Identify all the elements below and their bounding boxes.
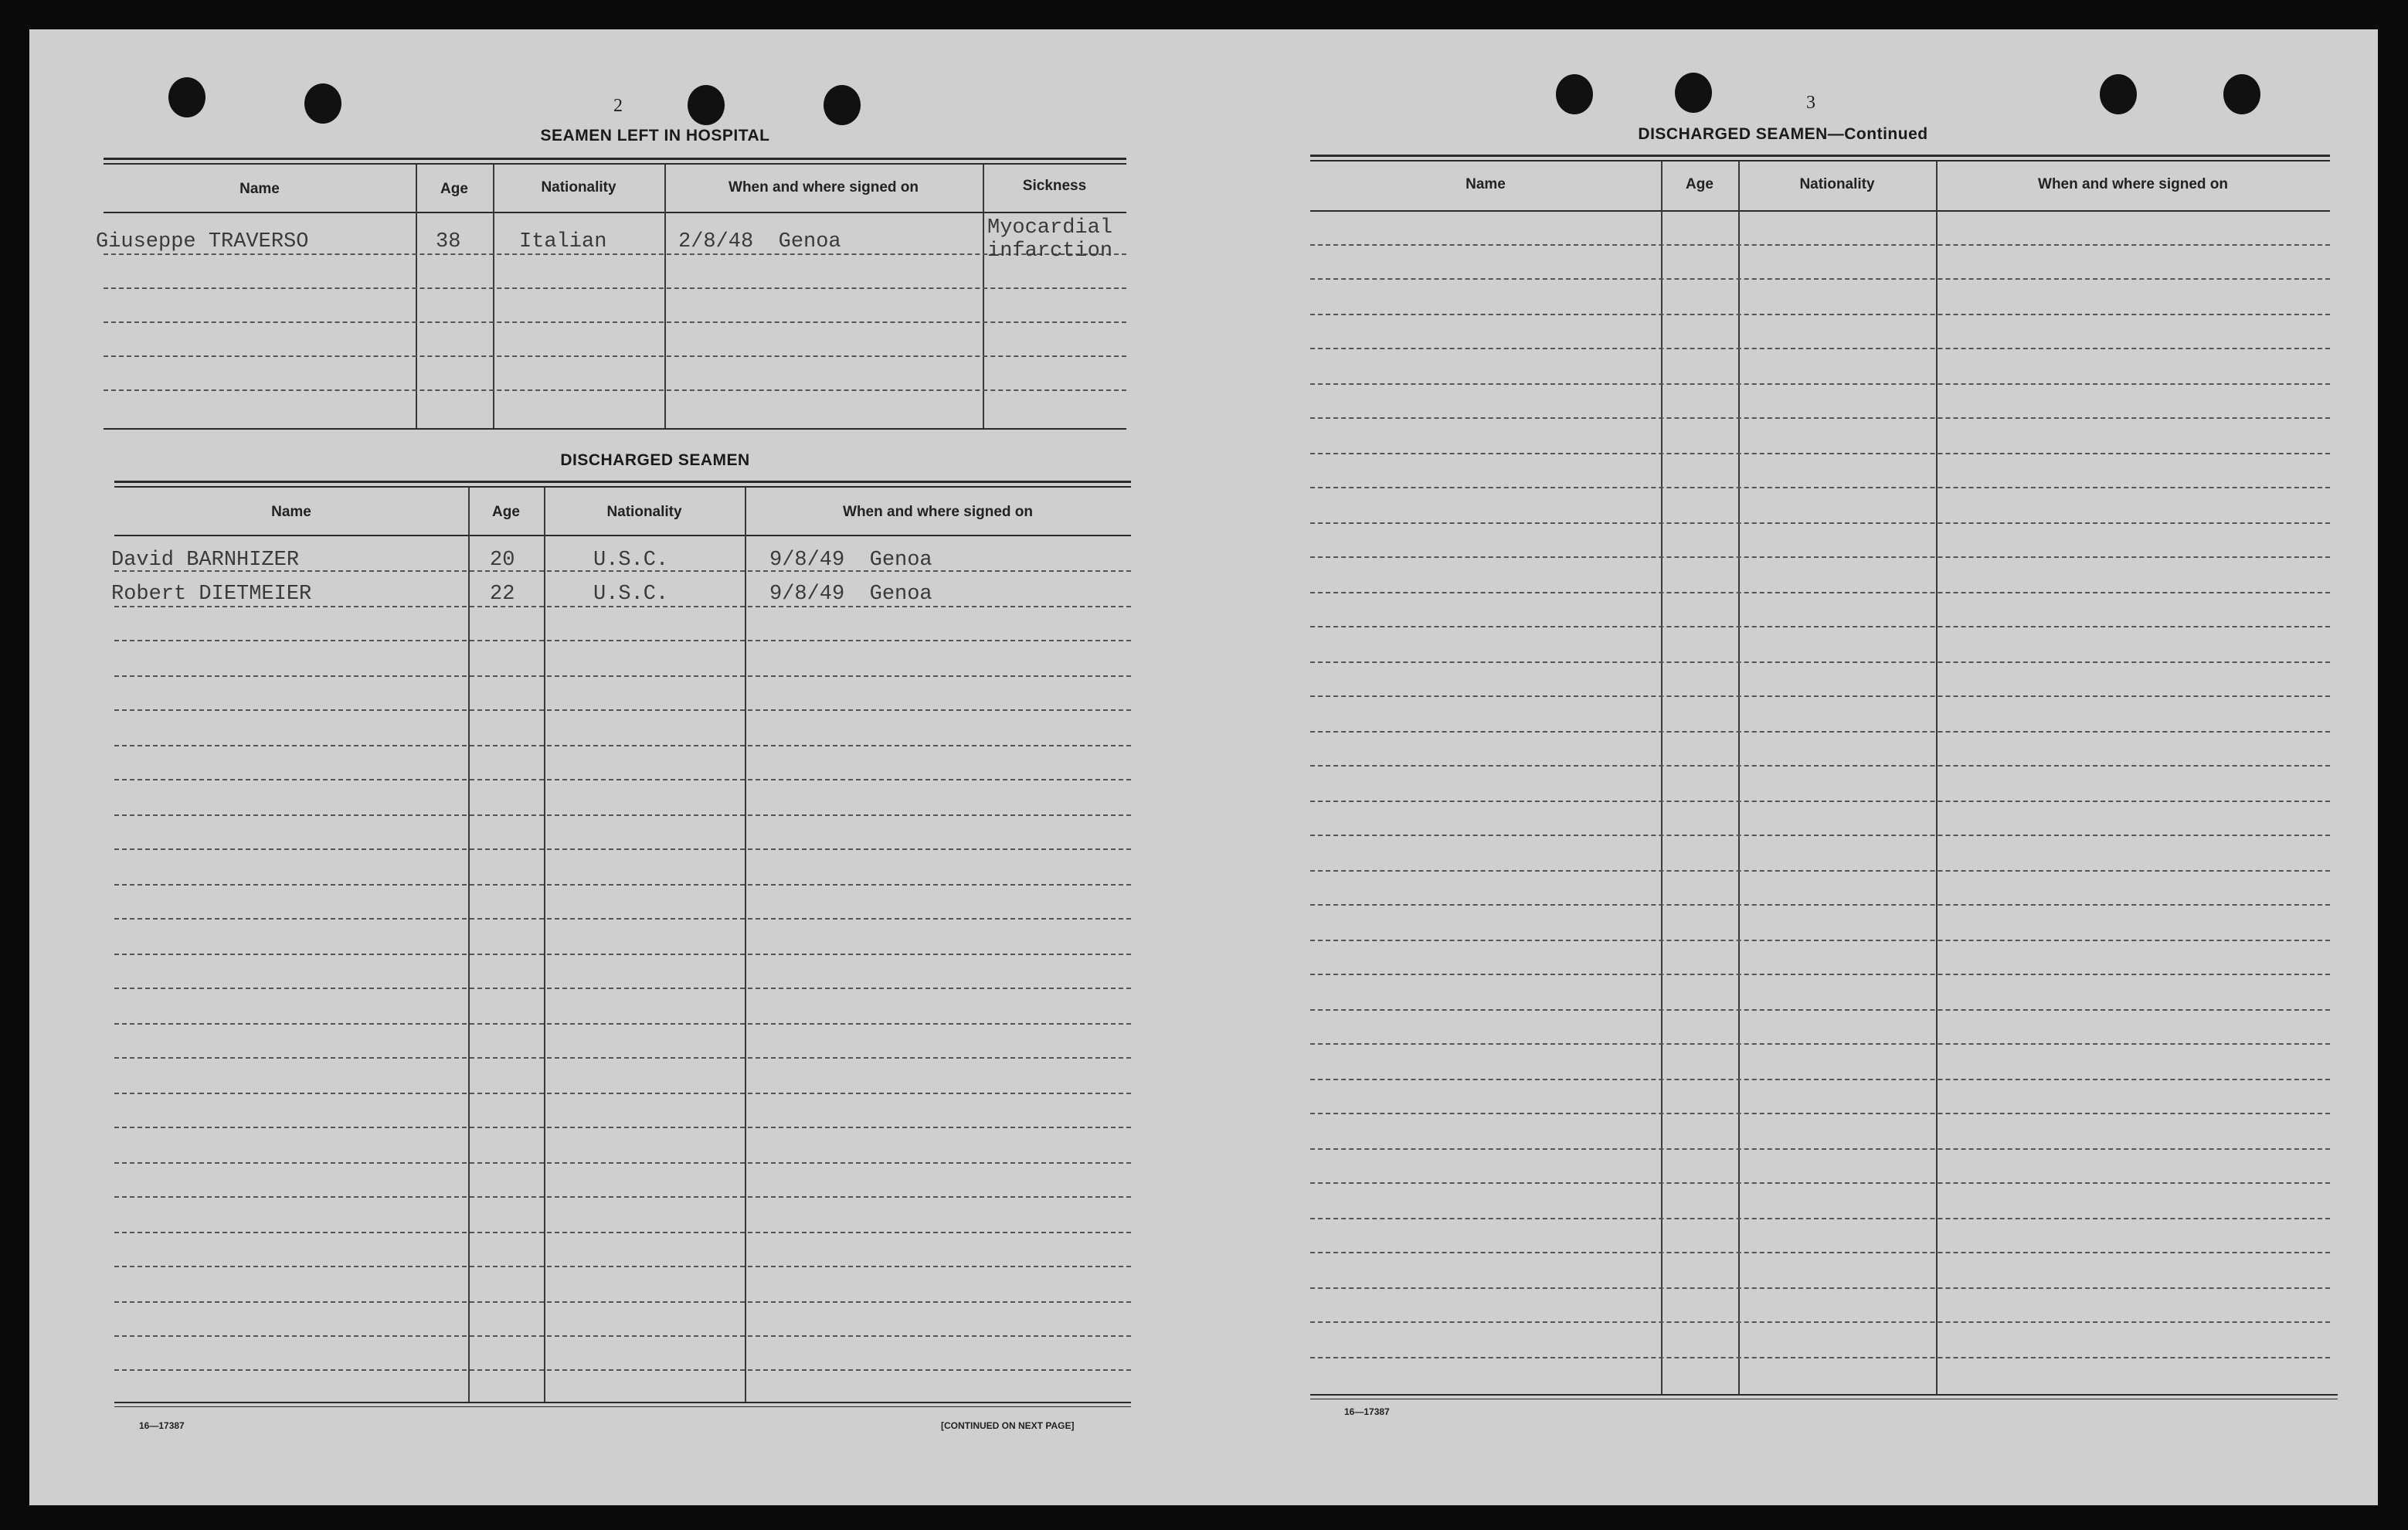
column-header-nationality: Nationality	[541, 179, 616, 196]
row-rule	[114, 1093, 1131, 1094]
column-divider	[1738, 162, 1740, 1394]
punch-hole	[168, 77, 205, 117]
row-rule	[1310, 522, 2330, 524]
row-rule	[114, 1057, 1131, 1059]
row-rule	[1310, 904, 2330, 906]
row-rule	[114, 1023, 1131, 1025]
row-rule	[114, 1196, 1131, 1198]
discharged-row-signed-on: 9/8/49 Genoa	[769, 583, 932, 606]
row-rule	[104, 389, 1126, 391]
header-rule	[1310, 210, 2330, 212]
row-rule	[114, 640, 1131, 641]
table-bottom-rule	[114, 1406, 1131, 1407]
column-divider	[544, 488, 545, 1402]
row-rule	[114, 884, 1131, 886]
punch-hole	[304, 83, 341, 124]
column-header-name: Name	[239, 181, 280, 197]
row-rule	[1310, 626, 2330, 627]
column-header-name: Name	[271, 504, 311, 520]
punch-hole	[2223, 74, 2260, 114]
row-rule	[114, 1301, 1131, 1303]
row-rule	[1310, 1009, 2330, 1011]
row-rule	[1310, 1043, 2330, 1045]
row-rule	[1310, 244, 2330, 246]
column-divider	[468, 488, 470, 1402]
discharged-row-nationality: U.S.C.	[593, 583, 669, 606]
column-header-signed-on: When and where signed on	[2038, 176, 2228, 192]
column-header-age: Age	[1686, 176, 1713, 192]
continued-note: [CONTINUED ON NEXT PAGE]	[941, 1420, 1075, 1431]
discharged-section-title: DISCHARGED SEAMEN	[560, 451, 750, 469]
column-header-age: Age	[440, 181, 468, 197]
column-divider	[493, 165, 494, 428]
row-rule	[1310, 1218, 2330, 1219]
table-top-rule	[1310, 160, 2330, 162]
row-rule	[114, 1335, 1131, 1337]
punch-hole	[1675, 73, 1712, 113]
row-rule	[114, 675, 1131, 677]
hospital-row-sickness: infarction	[987, 240, 1113, 263]
punch-hole	[824, 85, 861, 125]
row-rule	[1310, 801, 2330, 802]
row-rule	[1310, 974, 2330, 975]
form-code: 16—17387	[139, 1420, 185, 1431]
row-rule	[1310, 1321, 2330, 1323]
row-rule	[1310, 487, 2330, 488]
row-rule	[1310, 835, 2330, 836]
row-rule	[1310, 1182, 2330, 1184]
page-number: 2	[613, 96, 623, 116]
row-rule	[114, 814, 1131, 816]
hospital-row-sickness: Myocardial	[987, 216, 1113, 240]
row-rule	[114, 1127, 1131, 1128]
row-rule	[114, 606, 1131, 607]
row-rule	[1310, 765, 2330, 767]
row-rule	[1310, 870, 2330, 872]
row-rule	[1310, 1148, 2330, 1150]
row-rule	[1310, 1113, 2330, 1114]
row-rule	[114, 918, 1131, 920]
row-rule	[1310, 1079, 2330, 1080]
row-rule	[104, 253, 1126, 255]
row-rule	[1310, 731, 2330, 733]
column-divider	[1661, 162, 1663, 1394]
column-divider	[983, 165, 984, 428]
hospital-row-nationality: Italian	[519, 230, 607, 253]
header-rule	[104, 212, 1126, 213]
row-rule	[1310, 453, 2330, 454]
column-header-nationality: Nationality	[1799, 176, 1875, 192]
row-rule	[114, 1266, 1131, 1267]
row-rule	[104, 287, 1126, 289]
form-code: 16—17387	[1344, 1406, 1390, 1417]
row-rule	[1310, 1357, 2330, 1358]
table-bottom-rule	[1310, 1394, 2338, 1396]
title-main: DISCHARGED SEAMEN	[1638, 125, 1828, 143]
row-rule	[1310, 940, 2330, 941]
row-rule	[114, 1162, 1131, 1164]
hospital-row-name: Giuseppe TRAVERSO	[96, 230, 309, 253]
row-rule	[1310, 695, 2330, 697]
table-top-rule	[104, 163, 1126, 165]
discharged-row-age: 22	[490, 583, 515, 606]
punch-hole	[2100, 74, 2137, 114]
row-rule	[1310, 556, 2330, 558]
title-suffix: —Continued	[1827, 125, 1928, 143]
column-divider	[416, 165, 417, 428]
column-divider	[745, 488, 746, 1402]
punch-hole	[688, 85, 725, 125]
row-rule	[114, 779, 1131, 780]
row-rule	[1310, 383, 2330, 385]
column-divider	[1936, 162, 1938, 1394]
table-bottom-rule	[104, 428, 1126, 430]
punch-hole	[1556, 74, 1593, 114]
form-sheet	[29, 29, 2378, 1505]
row-rule	[114, 1232, 1131, 1233]
page-number: 3	[1806, 93, 1815, 113]
table-top-rule	[114, 481, 1131, 483]
column-header-signed-on: When and where signed on	[729, 179, 919, 196]
row-rule	[114, 745, 1131, 746]
row-rule	[104, 355, 1126, 357]
row-rule	[1310, 1252, 2330, 1253]
discharged-continued-title	[1605, 125, 1961, 144]
column-header-name: Name	[1466, 176, 1506, 192]
row-rule	[1310, 1287, 2330, 1289]
row-rule	[114, 709, 1131, 711]
column-header-nationality: Nationality	[606, 504, 682, 520]
hospital-section-title: SEAMEN LEFT IN HOSPITAL	[540, 127, 770, 144]
hospital-row-signed-on: 2/8/48 Genoa	[678, 230, 841, 253]
row-rule	[1310, 348, 2330, 349]
row-rule	[1310, 314, 2330, 315]
discharged-row-nationality: U.S.C.	[593, 549, 669, 572]
row-rule	[1310, 661, 2330, 663]
row-rule	[1310, 417, 2330, 419]
table-top-rule	[1310, 155, 2330, 157]
discharged-row-signed-on: 9/8/49 Genoa	[769, 549, 932, 572]
row-rule	[114, 988, 1131, 989]
row-rule	[114, 848, 1131, 850]
column-header-signed-on: When and where signed on	[843, 504, 1033, 520]
discharged-row-age: 20	[490, 549, 515, 572]
row-rule	[1310, 592, 2330, 593]
table-top-rule	[114, 486, 1131, 488]
row-rule	[1310, 278, 2330, 280]
left-page	[29, 29, 1180, 1505]
right-page	[1219, 29, 2378, 1505]
header-rule	[114, 535, 1131, 536]
discharged-row-name: Robert DIETMEIER	[111, 583, 312, 606]
row-rule	[114, 1369, 1131, 1371]
column-header-age: Age	[492, 504, 520, 520]
row-rule	[104, 321, 1126, 323]
column-divider	[664, 165, 666, 428]
hospital-row-age: 38	[436, 230, 461, 253]
table-top-rule	[104, 158, 1126, 160]
discharged-row-name: David BARNHIZER	[111, 549, 300, 572]
column-header-sickness: Sickness	[1022, 178, 1087, 194]
table-bottom-rule	[114, 1402, 1131, 1403]
row-rule	[114, 954, 1131, 955]
